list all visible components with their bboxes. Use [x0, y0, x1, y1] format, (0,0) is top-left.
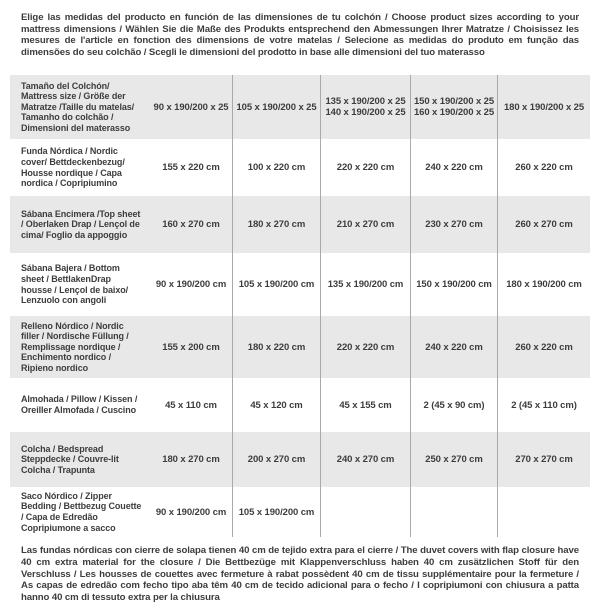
size-table	[10, 75, 590, 537]
row-label: Funda Nórdica / Nordic cover/ Bettdeckenbezug/ Housse nordique / Capa nordica / Copripiumino	[21, 146, 125, 189]
size-cell: 180 x 270 cm	[232, 196, 320, 253]
header-size-line: 150 x 190/200 x 25	[413, 95, 495, 107]
table-row-bedspread	[10, 432, 590, 487]
row-label: Almohada / Pillow / Kissen / Oreiller Almofada / Cuscino	[21, 394, 138, 415]
intro-text: Elige las medidas del producto en función de las dimensiones de tu colchón / Choose product sizes according to your mattress dimensions / Wählen Sie die Maße des Produkts entsprechend den Abmessungen Ihrer Matratze / Choisissez les mesures de l'article en fonction des dimensions de votre matelas / Selecione as medidas do produto em função das dimensões do seu colchão / Scegli le dimensioni del prodotto in base alle dimensioni del tuo materasso	[21, 12, 579, 58]
size-cell: 100 x 220 cm	[232, 139, 320, 196]
size-cell: 160 x 270 cm	[162, 219, 220, 230]
size-cell	[410, 487, 497, 537]
size-cell: 155 x 220 cm	[162, 162, 220, 173]
size-cell: 90 x 190/200 cm	[155, 506, 227, 518]
row-label: Colcha / Bedspread Steppdecke / Couvre-lit Colcha / Trapunta	[21, 443, 119, 475]
size-cell: 90 x 190/200 cm	[155, 279, 227, 290]
size-cell: 105 x 190/200 cm	[232, 253, 320, 316]
size-cell: 135 x 190/200 cm	[320, 253, 410, 316]
header-cell-mattress-size	[410, 75, 497, 139]
size-cell: 210 x 270 cm	[320, 196, 410, 253]
header-cell-mattress-size	[320, 75, 410, 139]
size-cell: 2 (45 x 110 cm)	[497, 378, 590, 432]
size-cell: 260 x 220 cm	[497, 139, 590, 196]
table-row-nordic-filler	[10, 316, 590, 378]
table-row-bottom-sheet	[10, 253, 590, 316]
size-cell: 180 x 190/200 cm	[497, 253, 590, 316]
header-cell-mattress-size: 105 x 190/200 x 25	[232, 75, 320, 139]
size-cell: 105 x 190/200 cm	[232, 487, 320, 537]
header-size-line: 135 x 190/200 x 25	[325, 95, 406, 107]
size-cell: 2 (45 x 90 cm)	[410, 378, 497, 432]
row-label: Sábana Bajera / Bottom sheet / BettlakenDrap housse / Lençol de baixo/ Lenzuolo con angoli	[21, 263, 129, 306]
header-size-line: 140 x 190/200 x 25	[325, 107, 406, 118]
size-cell: 250 x 270 cm	[410, 432, 497, 487]
table-row-pillow	[10, 378, 590, 432]
size-cell: 260 x 220 cm	[497, 316, 590, 378]
size-cell: 220 x 220 cm	[320, 316, 410, 378]
table-row-zipper-bedding	[10, 487, 590, 537]
row-label: Sábana Encimera /Top sheet / Oberlaken Drap / Lençol de cima/ Foglio da appoggio	[21, 208, 141, 240]
header-size-line: 160 x 190/200 x 25	[413, 107, 495, 118]
row-label: Saco Nórdico / Zipper Bedding / Bettbezug Couette / Capa de Edredão Copripiumone a sacco	[21, 490, 142, 533]
row-label: Relleno Nórdico / Nordic filler / Nordische Füllung / Remplissage nordique / Enchimento nordico / Ripieno nordico	[21, 320, 129, 373]
size-cell: 45 x 120 cm	[232, 378, 320, 432]
size-cell: 260 x 270 cm	[497, 196, 590, 253]
size-cell	[320, 487, 410, 537]
size-cell: 240 x 220 cm	[410, 139, 497, 196]
size-cell: 45 x 155 cm	[320, 378, 410, 432]
size-cell: 270 x 270 cm	[497, 432, 590, 487]
size-cell: 240 x 270 cm	[320, 432, 410, 487]
size-cell	[497, 487, 590, 537]
size-cell: 230 x 270 cm	[410, 196, 497, 253]
size-cell: 200 x 270 cm	[232, 432, 320, 487]
size-cell: 45 x 110 cm	[165, 399, 217, 411]
table-row-duvet-cover	[10, 139, 590, 196]
table-row-top-sheet	[10, 196, 590, 253]
size-cell: 220 x 220 cm	[320, 139, 410, 196]
header-cell-mattress-size: 90 x 190/200 x 25	[153, 101, 229, 113]
size-cell: 155 x 200 cm	[162, 341, 220, 353]
header-row-label: Tamaño del Colchón/ Mattress size / Größe der Matratze /Taille du matelas/ Tamanho do colchão / Dimensioni del materasso	[21, 80, 135, 133]
size-cell: 240 x 220 cm	[410, 316, 497, 378]
size-cell: 180 x 220 cm	[232, 316, 320, 378]
size-cell: 180 x 270 cm	[162, 454, 220, 465]
size-cell: 150 x 190/200 cm	[410, 253, 497, 316]
footnote-text: Las fundas nórdicas con cierre de solapa tienen 40 cm de tejido extra para el cierre / The duvet covers with flap closure have 40 cm extra material for the closure / Die Bettbezüge mit Klappenverschluss haben 40 cm zusätzlichen Stoff für den Verschluss / Les housses de couettes avec fermeture à rabat possèdent 40 cm de tissu supplémentaire pour la fermeture / As capas de edredão com fecho tipo aba têm 40 cm de tecido adicional para o fecho / I copripiumoni con chiusura a patta hanno 40 cm di tessuto extra per la chiusura	[21, 545, 579, 604]
header-cell-mattress-size: 180 x 190/200 x 25	[497, 75, 590, 139]
table-header-row	[10, 75, 590, 139]
